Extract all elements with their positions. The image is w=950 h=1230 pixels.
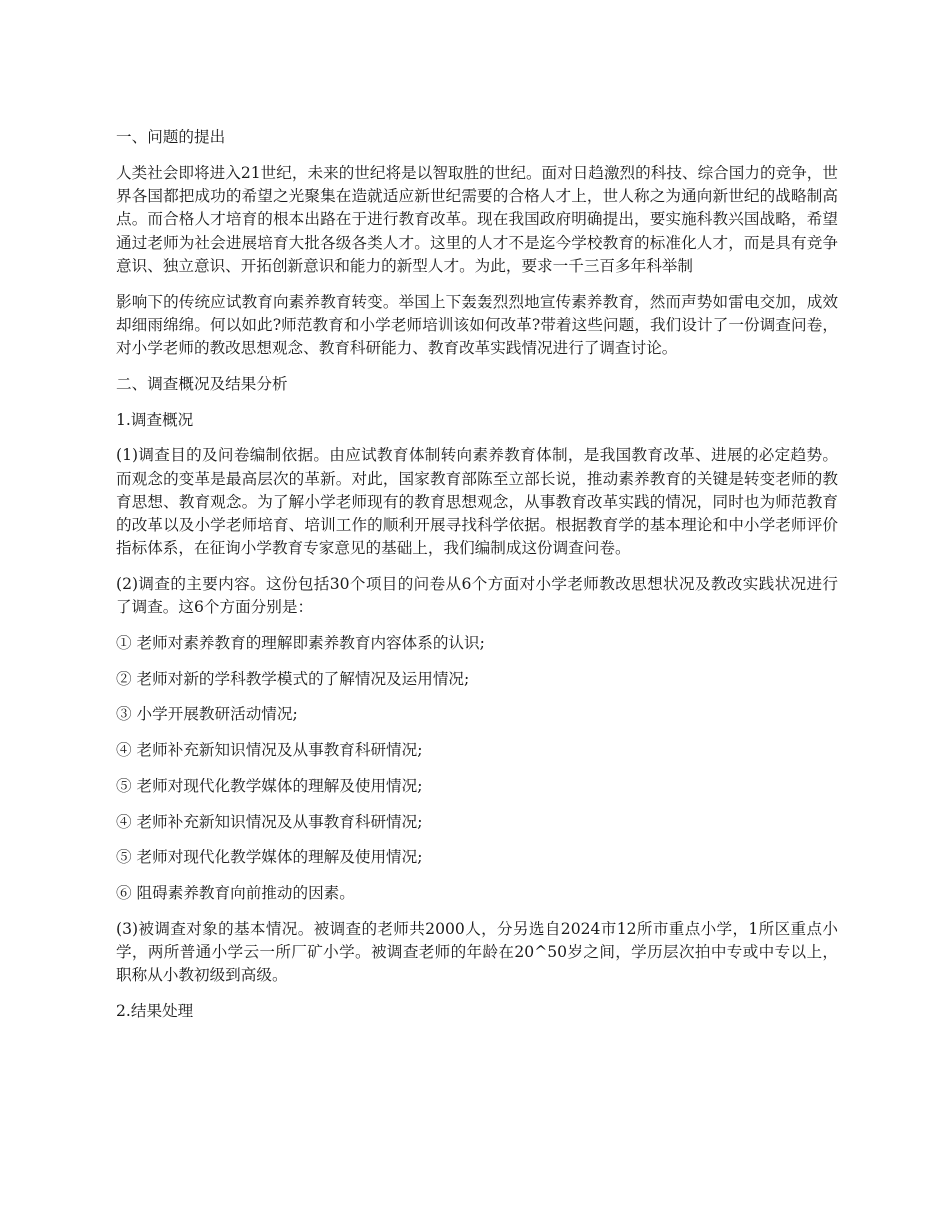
subsection-heading: 1.调查概况 xyxy=(116,410,194,429)
list-item: ④ 老师补充新知识情况及从事教育科研情况; xyxy=(116,741,423,760)
body-paragraph: 影响下的传统应试教育向素养教育转变。举国上下轰轰烈烈地宣传素养教育，然而声势如雷电交加，成效却细雨绵绵。何以如此?师范教育和小学老师培训该如何改革?带着这些问题，我们设计了一份调查问卷，对小学老师的教改思想观念、教育科研能力、教育改革实践情况进行了调查讨论。 xyxy=(116,292,838,358)
list-item: ⑤ 老师对现代化教学媒体的理解及使用情况; xyxy=(116,776,423,795)
list-item: ⑤ 老师对现代化教学媒体的理解及使用情况; xyxy=(116,848,423,867)
list-item: ④ 老师补充新知识情况及从事教育科研情况; xyxy=(116,812,423,831)
body-paragraph: (3)被调查对象的基本情况。被调查的老师共2000人，分另选自2024市12所市重点小学，1所区重点小学，两所普通小学云一所厂矿小学。被调查老师的年龄在20^50岁之间，学历层次拍中专或中专以上，职称从小教初级到高级。 xyxy=(116,919,838,985)
subsection-heading: 2.结果处理 xyxy=(116,1001,194,1020)
body-paragraph: 人类社会即将进入21世纪，未来的世纪将是以智取胜的世纪。面对日趋激烈的科技、综合国力的竞争，世界各国都把成功的希望之光聚集在造就适应新世纪需要的合格人才上，世人称之为通向新世纪的战略制高点。而合格人才培育的根本出路在于进行教育改革。现在我国政府明确提出，要实施科教兴国战略，希望通过老师为社会进展培育大批各级各类人才。这里的人才不是迄今学校教育的标准化人才，而是具有竞争意识、独立意识、开拓创新意识和能力的新型人才。为此，要求一千三百多年科举制 xyxy=(116,163,838,275)
body-paragraph: (2)调查的主要内容。这份包括30个项目的问卷从6个方面对小学老师教改思想状况及教改实践状况进行了调查。这6个方面分别是： xyxy=(116,575,838,617)
body-paragraph: (1)调查目的及问卷编制依据。由应试教育体制转向素养教育体制，是我国教育改革、进展的必定趋势。而观念的变革是最高层次的革新。对此，国家教育部陈至立部长说，推动素养教育的关键是转变老师的教育思想、教育观念。为了解小学老师现有的教育思想观念，从事教育改革实践的情况，同时也为师范教育的改革以及小学老师培育、培训工作的顺利开展寻找科学依据。根据教育学的基本理论和中小学老师评价指标体系，在征询小学教育专家意见的基础上，我们编制成这份调查问卷。 xyxy=(116,446,838,558)
list-item: ③ 小学开展教研活动情况; xyxy=(116,705,298,724)
list-item: ② 老师对新的学科教学模式的了解情况及运用情况; xyxy=(116,669,470,688)
list-item: ⑥ 阻碍素养教育向前推动的因素。 xyxy=(116,883,355,902)
document-body xyxy=(116,126,838,1036)
list-item: ① 老师对素养教育的理解即素养教育内容体系的认识; xyxy=(116,634,485,653)
section-heading: 二、调查概况及结果分析 xyxy=(116,374,288,393)
section-heading: 一、问题的提出 xyxy=(116,128,226,146)
